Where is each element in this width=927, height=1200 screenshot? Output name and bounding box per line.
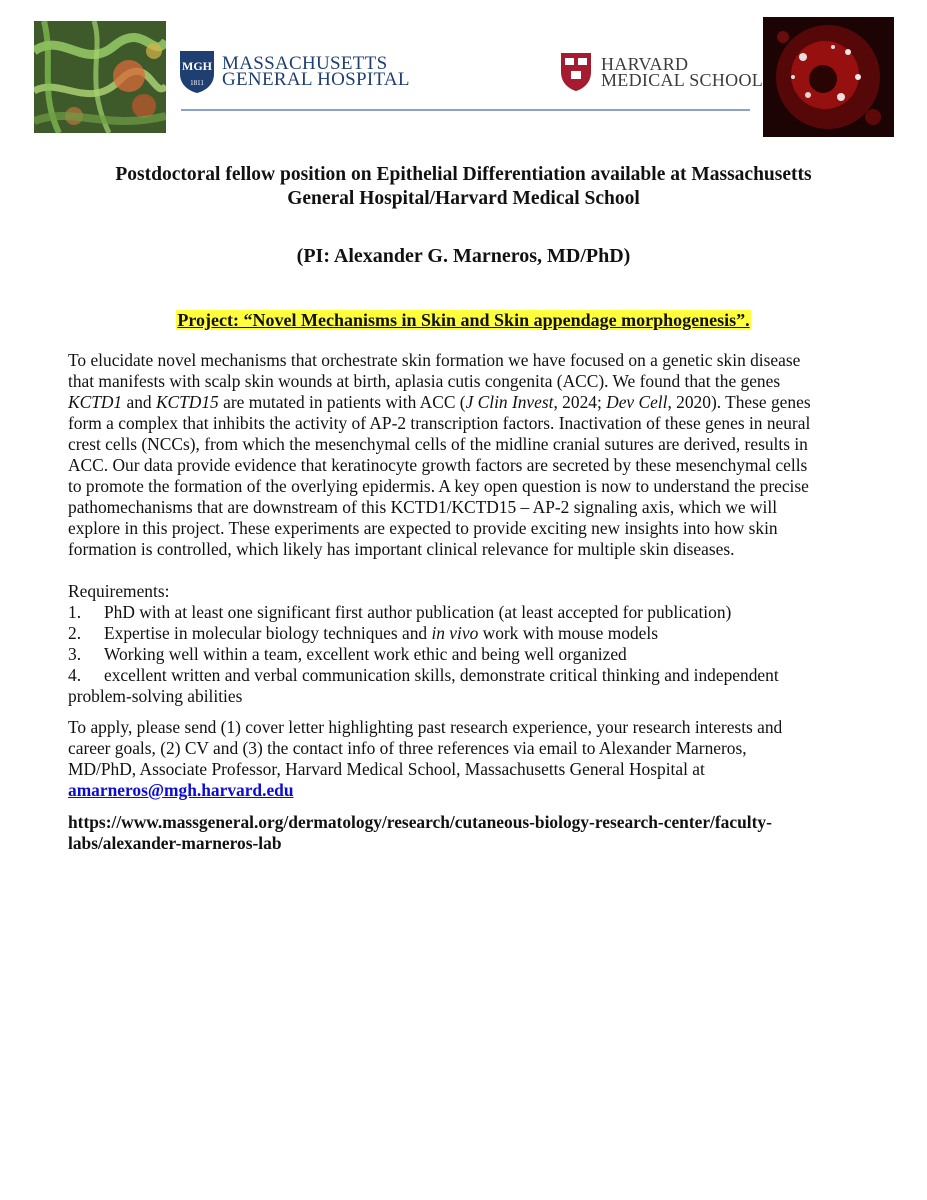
requirement-number: 2. <box>68 623 82 643</box>
requirement-number: 3. <box>68 644 82 664</box>
project-heading-text: Project: “Novel Mechanisms in Skin and Skin appendage morphogenesis”. <box>177 310 750 330</box>
project-heading <box>60 309 867 331</box>
intro-sep: , 2024; <box>553 392 607 412</box>
intro-line: form a complex that inhibits the activity of AP-2 transcription factors. Inactivation of these genes in neural <box>68 413 811 433</box>
mgh-logo-line1: MASSACHUSETTS <box>222 53 388 74</box>
hms-logo <box>560 52 763 92</box>
requirement-item <box>68 665 858 686</box>
mgh-shield-icon <box>179 50 215 94</box>
skin-micrograph-right-image <box>763 17 894 137</box>
mgh-shield-year: 1811 <box>190 79 204 87</box>
skin-micrograph-left-image <box>34 21 166 133</box>
intro-line: that manifests with scalp skin wounds at birth, aplasia cutis congenita (ACC). We found that the genes <box>68 371 781 391</box>
position-title <box>60 163 867 211</box>
hms-logo-line1: HARVARD <box>601 54 689 74</box>
apply-line: MD/PhD, Associate Professor, Harvard Medical School, Massachusetts General Hospital at <box>68 759 705 779</box>
requirement-text: PhD with at least one significant first author publication (at least accepted for publication) <box>104 602 732 622</box>
requirement-item-continued: problem-solving abilities <box>68 686 243 706</box>
project-description <box>68 350 858 560</box>
intro-line: crest cells (NCCs), from which the mesenchymal cells of the midline cranial sutures are derived, results in <box>68 434 808 454</box>
requirement-item <box>68 644 858 665</box>
apply-line: career goals, (2) CV and (3) the contact info of three references via email to Alexander Marneros, <box>68 738 747 758</box>
intro-mid: are mutated in patients with ACC ( <box>218 392 466 412</box>
requirement-number: 1. <box>68 602 82 622</box>
intro-end: , 2020). These genes <box>667 392 811 412</box>
hms-logo-line2: MEDICAL SCHOOL <box>601 70 764 90</box>
lab-url-line[interactable]: labs/alexander-marneros-lab <box>68 833 282 853</box>
intro-line: formation is controlled, which likely has important clinical relevance for multiple skin diseases. <box>68 539 735 559</box>
requirement-italic: in vivo <box>431 623 479 643</box>
gene-kctd15: KCTD15 <box>155 392 219 412</box>
requirement-text: Expertise in molecular biology techniques and <box>104 623 432 643</box>
mgh-logo-line2: GENERAL HOSPITAL <box>222 69 410 90</box>
requirement-item <box>68 602 858 623</box>
requirement-text: Working well within a team, excellent work ethic and being well organized <box>104 644 627 664</box>
contact-email-link[interactable]: amarneros@mgh.harvard.edu <box>68 780 294 800</box>
requirement-text: excellent written and verbal communication skills, demonstrate critical thinking and independent <box>104 665 779 685</box>
requirement-number: 4. <box>68 665 82 685</box>
title-line-2: General Hospital/Harvard Medical School <box>287 188 640 209</box>
mgh-shield-text: MGH <box>182 59 212 73</box>
requirements-list <box>68 602 858 707</box>
pi-line: (PI: Alexander G. Marneros, MD/PhD) <box>296 245 631 267</box>
journal-jci: J Clin Invest <box>465 392 554 412</box>
intro-line <box>68 392 858 413</box>
title-line-1: Postdoctoral fellow position on Epithelial Differentiation available at Massachusetts <box>115 164 812 185</box>
gene-kctd1: KCTD1 <box>68 392 123 412</box>
journal-dev-cell: Dev Cell <box>606 392 668 412</box>
requirements-heading: Requirements: <box>68 581 170 601</box>
harvard-shield-icon <box>560 52 592 92</box>
requirement-item <box>68 623 858 644</box>
intro-line: pathomechanisms that are downstream of this KCTD1/KCTD15 – AP-2 signaling axis, which we will <box>68 497 778 517</box>
requirement-text-end: work with mouse models <box>478 623 658 643</box>
intro-line: To elucidate novel mechanisms that orchestrate skin formation we have focused on a genetic skin disease <box>68 350 801 370</box>
apply-line: To apply, please send (1) cover letter highlighting past research experience, your research interests and <box>68 717 783 737</box>
application-instructions <box>68 717 858 801</box>
intro-line: explore in this project. These experiments are expected to provide exciting new insights into how skin <box>68 518 778 538</box>
lab-url-line[interactable]: https://www.massgeneral.org/dermatology/research/cutaneous-biology-research-center/faculty- <box>68 812 772 832</box>
mgh-logo <box>179 50 410 94</box>
lab-url[interactable] <box>68 812 858 854</box>
intro-and: and <box>122 392 156 412</box>
header-divider <box>181 109 750 111</box>
intro-line: to promote the formation of the overlying epidermis. A key open question is now to understand the precise <box>68 476 809 496</box>
intro-line: ACC. Our data provide evidence that keratinocyte growth factors are secreted by these mesenchymal cells <box>68 455 808 475</box>
